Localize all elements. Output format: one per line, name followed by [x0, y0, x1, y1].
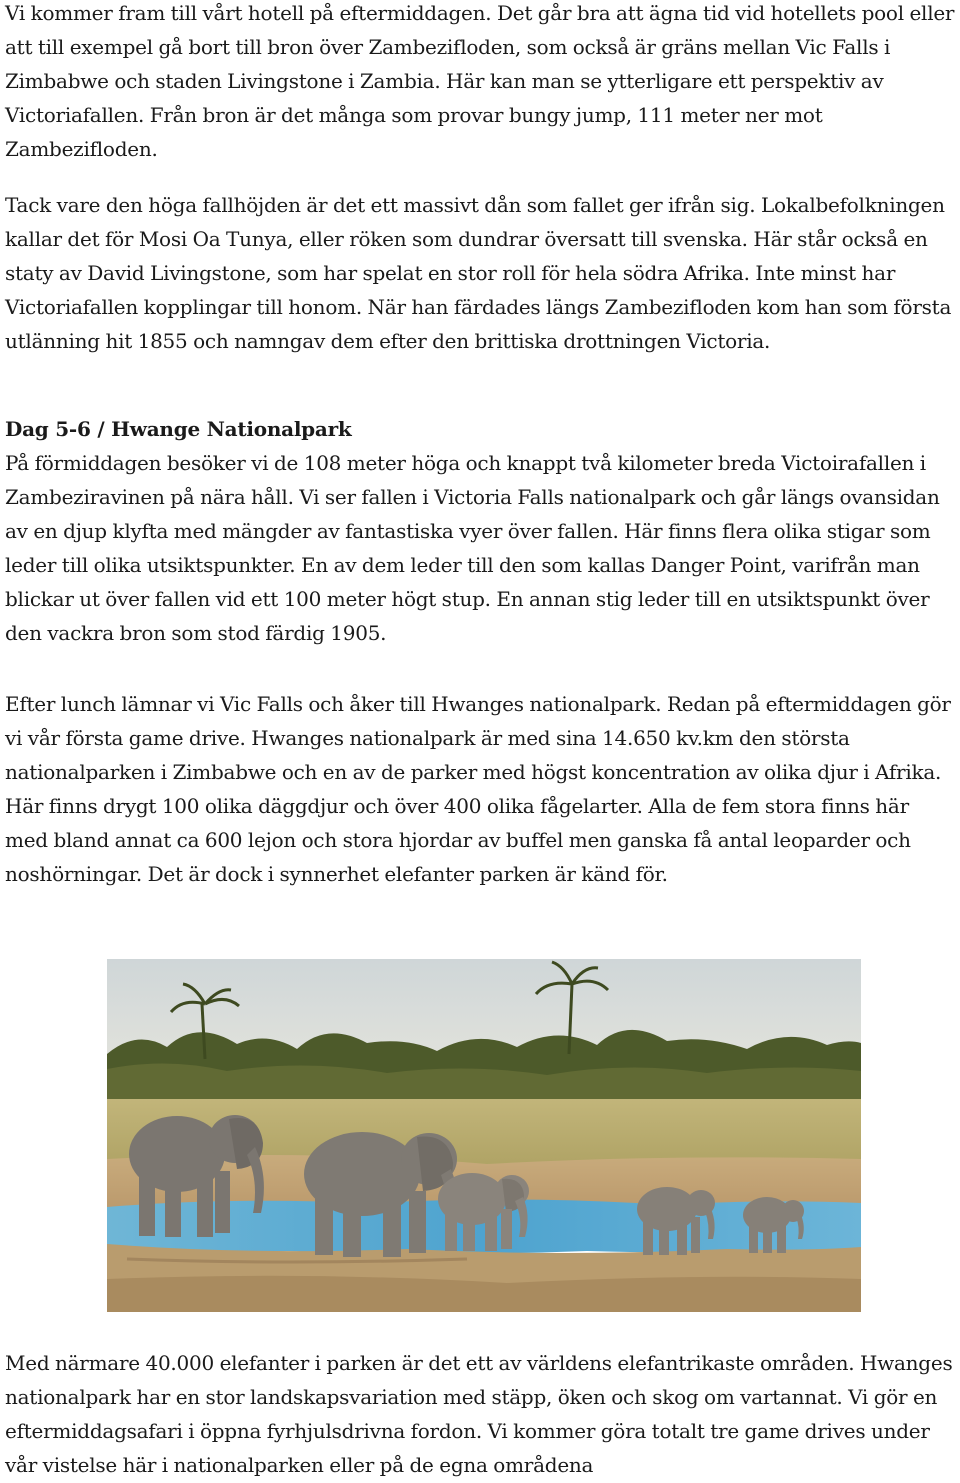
- elephants-photo: [107, 959, 861, 1312]
- paragraph-intro: Vi kommer fram till vårt hotell på eftermiddagen. Det går bra att ägna tid vid hotellets pool eller att till exempel gå bort till bron över Zambezifloden, som också är gräns mellan Vic Falls i Zimbabwe och staden Livingstone i Zambia. Här kan man se ytterligare ett perspektiv av Victoriafallen. Från bron är det många som provar bungy jump, 111 meter ner mot Zambezifloden.: [5, 1, 955, 161]
- elephants-illustration: [107, 959, 861, 1312]
- paragraph-falls-roar: Tack vare den höga fallhöjden är det ett massivt dån som fallet ger ifrån sig. Lokalbefolkningen kallar det för Mosi Oa Tunya, eller röken som dundrar översatt till svenska. Här står också en staty av David Livingstone, som har spelat en stor roll för hela södra Afrika. Inte minst har Victoriafallen kopplingar till honom. När han färdades längs Zambezifloden kom han som första utlänning hit 1855 och namngav dem efter den brittiska drottningen Victoria.: [5, 193, 952, 353]
- paragraph-elephants: Med närmare 40.000 elefanter i parken är det ett av världens elefantrikaste områden. Hwanges nationalpark har en stor landskapsvariation med stäpp, öken och skog om vartannat. Vi gör en eftermiddagsafari i öppna fyrhjulsdrivna fordon. Vi kommer göra totalt tre game drives under vår vistelse här i nationalparken eller på de egna områdena: [5, 1351, 953, 1477]
- paragraph-day-morning: På förmiddagen besöker vi de 108 meter höga och knappt två kilometer breda Victoirafallen i Zambeziravinen på nära håll. Vi ser fallen i Victoria Falls nationalpark och går längs ovansidan av en djup klyfta med mängder av fantastiska vyer över fallen. Här finns flera olika stigar som leder till olika utsiktspunkter. En av dem leder till den som kallas Danger Point, varifrån man blickar ut över fallen vid ett 100 meter högt stup. En annan stig leder till en utsiktspunkt över den vackra bron som stod färdig 1905.: [5, 451, 940, 645]
- paragraph-day-afternoon: Efter lunch lämnar vi Vic Falls och åker till Hwanges nationalpark. Redan på eftermiddagen gör vi vår första game drive. Hwanges nationalpark är med sina 14.650 kv.km den största nationalparken i Zimbabwe och en av de parker med högst koncentration av olika djur i Afrika. Här finns drygt 100 olika däggdjur och över 400 olika fågelarter. Alla de fem stora finns här med bland annat ca 600 lejon och stora hjordar av buffel men ganska få antal leoparder och noshörningar. Det är dock i synnerhet elefanter parken är känd för.: [5, 692, 951, 886]
- section-heading-day-5-6: Dag 5-6 / Hwange Nationalpark: [5, 417, 352, 441]
